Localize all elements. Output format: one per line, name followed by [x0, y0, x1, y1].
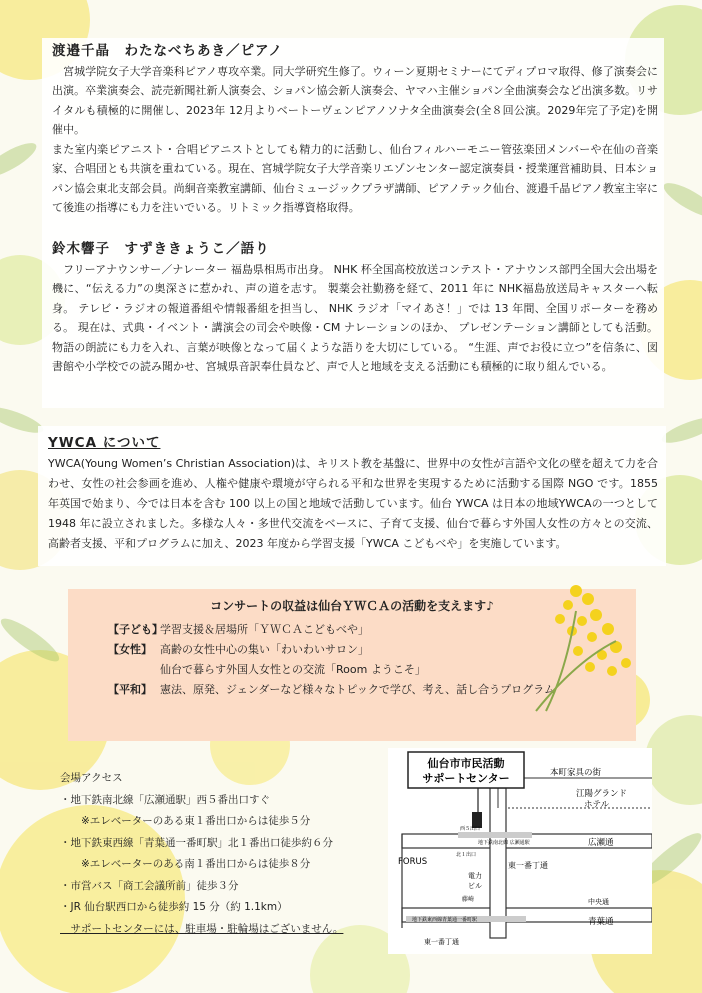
- access-note: サポートセンターには、駐車場・駐輪場はございません。: [60, 922, 344, 935]
- support-row-key: 【女性】: [108, 643, 152, 656]
- access-line: ・地下鉄南北線「広瀬通駅」西５番出口すぐ: [60, 793, 270, 806]
- support-box: [68, 589, 636, 741]
- map-denryoku-label-1: 電力: [468, 872, 482, 880]
- map-denryoku-label-2: ビル: [468, 882, 482, 890]
- map-forus-label: FORUS: [398, 857, 428, 867]
- map-bank-label: 藤崎: [462, 896, 475, 903]
- support-row-text: 学習支援＆居場所「ＹＷＣＡこどもべや」: [160, 623, 369, 636]
- performer-1-paragraph-2: また室内楽ピアニスト・合唱ピアニストとしても精力的に活動し、仙台フィルハーモニー管弦楽団メンバーや在仙の音楽家、合唱団とも共演を重ねている。現在、宮城学院女子大学音楽リエゾンセンター認定演奏員・授業運営補助員、日本ショパン協会東北支部会員。尚絅音楽教室講師、仙台ミュージックプラザ講師、ピアノテック仙台、渡邉千晶ピアノ教室主宰にて後進の指導にも力を注いでいる。リトミック指導資格取得。: [52, 142, 658, 214]
- map-aoba-label: 青葉通: [588, 917, 614, 927]
- ywca-section: [48, 434, 658, 554]
- access-line: ・地下鉄東西線「青葉通一番町駅」北１番出口徒歩約６分: [60, 836, 333, 849]
- performer-1-paragraph-1: 宮城学院女子大学音楽科ピアノ専攻卒業。同大学研究生修了。ウィーン夏期セミナーにてディプロマ取得、修了演奏会に出演。卒業演奏会、読売新聞社新人演奏会、ショパン協会新人演奏会、ヤマハ主催ショパン全曲演奏会など出演多数。リサイタルも積極的に開催し、2023年 12月よりベートーヴェンピアノソナタ全曲演奏会(全８回公演。2029年完了予定)を開催中。: [52, 64, 658, 136]
- access-line: ・市営バス「商工会議所前」徒歩３分: [60, 879, 239, 892]
- performer-2-heading: 鈴木響子 すずききょうこ／語り: [52, 241, 270, 257]
- performer-2-section: [52, 240, 658, 377]
- ywca-paragraph: YWCA(Young Women’s Christian Association)は、キリスト教を基盤に、世界中の女性が言語や文化の壁を超えて力を合わせ、女性の社会参画を進め、人権や健康や環境が守られる平和な世界を実現するために活動する国際 NGO です。1855 年英国で始まり、今では日本を含む 100 以上の国と地域で活動しています。仙台 YWCA は日本の地域YWCAの一つとして 1948 年に設立されました。多様な人々・多世代交流をベースに、子育て支援、仙台で暮らす外国人女性の方々との交流、高齢者支援、平和プログラムに加え、2023 年度から学習支援「YWCA こどもべや」を実施しています。: [48, 456, 658, 550]
- performer-2-paragraph: フリーアナウンサー／ナレーター 福島県相馬市出身。 NHK 杯全国高校放送コンテスト・アナウンス部門全国大会出場を機に、“伝える力”の奥深さに惹かれ、声の道を志す。 製薬会社勤務を経て、2011 年に NHK福島放送局キャスターへ転身。 テレビ・ラジオの報道番組や情報番組を担当し、 NHK ラジオ「マイあさ！」では 13 年間、全国リポーターを務める。 現在は、式典・イベント・講演会の司会や映像・CM ナレーションのほか、 プレゼンテーション講師としても活動。 物語の朗読にも力を入れ、言葉が映像となって届くような語りを大切にしている。 “生涯、声でお役に立つ”を信条に、図書館や小学校での読み聞かせ、宮城県音訳奉仕員など、声で人と地域を支える活動にも積極的に取り組んでいる。: [52, 262, 658, 373]
- access-line: ※エレベーターのある東１番出口からは徒歩５分: [60, 815, 311, 827]
- area-map: [388, 748, 652, 954]
- access-section: [60, 768, 380, 940]
- map-aoba-station-label: 地下鉄東西線青葉通一番町駅: [412, 917, 478, 923]
- performer-1-section: [52, 42, 658, 218]
- performer-1-heading: 渡邉千晶 わたなべちあき／ピアノ: [52, 43, 283, 59]
- map-hirose-label: 広瀬通: [588, 838, 614, 848]
- mimosa-illustration: [516, 571, 646, 721]
- support-title: コンサートの収益は仙台ＹＷＣＡの活動を支えます♪: [210, 599, 494, 613]
- map-honcho-label: 本町家具の街: [550, 768, 602, 778]
- map-center-title-2: サポートセンター: [422, 772, 510, 785]
- ywca-heading: YWCA について: [48, 435, 161, 451]
- access-line: ・JR 仙台駅西口から徒歩約 15 分（約 1.1km）: [60, 901, 288, 913]
- support-row-key: 【平和】: [108, 683, 152, 696]
- map-hotel-label-1: 江陽グランド: [576, 789, 628, 799]
- map-chuo-label: 中央通: [588, 898, 609, 906]
- support-row-text: 憲法、原発、ジェンダーなど様々なトピックで学び、考え、話し合うプログラム: [160, 683, 556, 696]
- support-row-text: 高齢の女性中心の集い「わいわいサロン」: [160, 643, 369, 656]
- support-row-key: [108, 660, 160, 680]
- map-hotel-label-2: ホテル: [584, 800, 610, 810]
- map-station-label: 地下鉄南北線 広瀬通駅: [478, 840, 530, 846]
- support-row-key: 【子ども】: [108, 623, 163, 636]
- map-higashi1-label: 東一番丁通: [508, 861, 548, 870]
- map-bottom-label: 東一番丁通: [424, 938, 459, 946]
- access-line: ※エレベーターのある南１番出口からは徒歩８分: [60, 858, 311, 870]
- map-north1-label: 北１出口: [456, 852, 477, 858]
- access-heading: 会場アクセス: [60, 772, 123, 784]
- map-west5-label: 西５出口: [460, 826, 481, 832]
- support-row-text: 仙台で暮らす外国人女性との交流「Room ようこそ」: [160, 663, 426, 676]
- map-center-title-1: 仙台市市民活動: [427, 757, 505, 770]
